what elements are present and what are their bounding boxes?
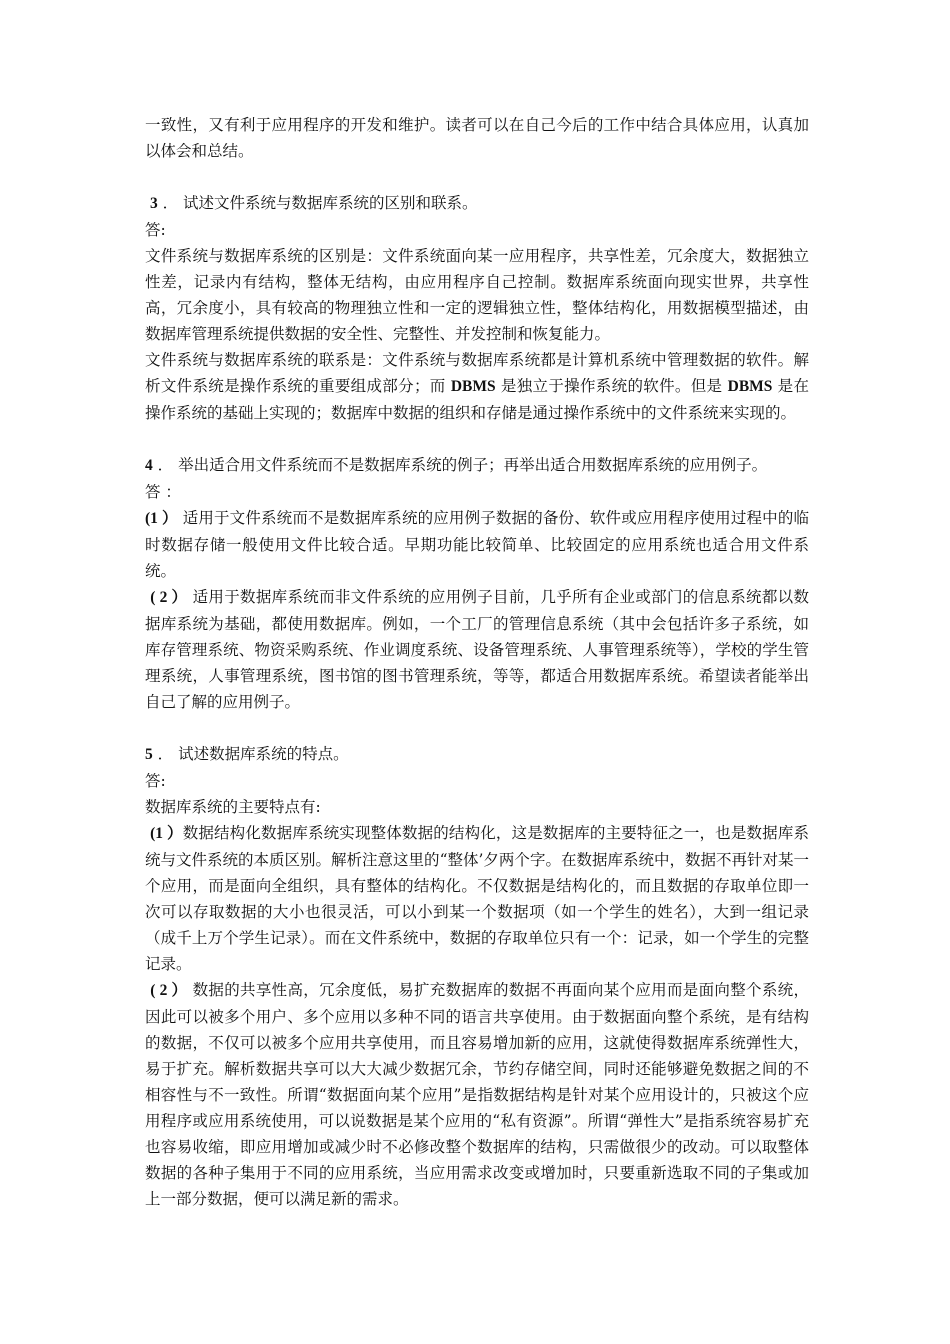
answer-lead: 数据库系统的主要特点有: — [145, 798, 321, 816]
spacer — [145, 426, 809, 452]
spacer — [145, 715, 809, 741]
question-text: 试述文件系统与数据库系统的区别和联系。 — [183, 194, 478, 212]
answer-item: ( 2 ） 数据的共享性高，冗余度低，易扩充数据库的数据不再面向某个应用而是面向整个系统，因此可以被多个用户、多个应用以多种不同的语言共享使用。由于数据面向整个系统，是有结构的数据，不仅可以被多个应用共享使用，而且容易增加新的应用，这就使得数据库系统弹性大，易于扩充。解析数据共享可以大大减少数据冗余，节约存储空间，同时还能够避免数据之间的不相容性与不一致性。所谓“数据面向某个应用”是指数据结构是针对某个应用设计的，只被这个应用程序或应用系统使用，可以说数据是某个应用的“私有资源”。所谓“弹性大”是指系统容易扩充也容易收缩，即应用增加或减少时不必修改整个数据库的结构，只需做很少的改动。可以取整体数据的各种子集用于不同的应用系统，当应用需求改变或增加时，只要重新选取不同的子集或加上一部分数据，便可以满足新的需求。 — [145, 981, 809, 1208]
question-3: 3 ． 试述文件系统与数据库系统的区别和联系。 — [149, 194, 478, 212]
answer-paragraph: 文件系统与数据库系统的区别是：文件系统面向某一应用程序，共享性差，冗余度大，数据独立性差，记录内有结构，整体无结构，由应用程序自己控制。数据库系统面向现实世界，共享性高，冗余度小，具有较高的物理独立性和一定的逻辑独立性，整体结构化，用数据模型描述，由数据库管理系统提供数据的安全性、完整性、并发控制和恢复能力。 — [145, 247, 809, 343]
document-body — [145, 112, 809, 1212]
answer-item: (1 ）数据结构化数据库系统实现整体数据的结构化，这是数据库的主要特征之一，也是数据库系统与文件系统的本质区别。解析注意这里的“整体’夕两个字。在数据库系统中，数据不再针对某一个应用，而是面向全组织，具有整体的结构化。不仅数据是结构化的，而且数据的存取单位即一次可以存取数据的大小也很灵活，可以小到某一个数据项（如一个学生的姓名），大到一组记录（成千上万个学生记录）。而在文件系统中，数据的存取单位只有一个：记录，如一个学生的完整记录。 — [145, 824, 809, 973]
answer-label: 答 ： — [145, 483, 181, 501]
answer-paragraph: 文件系统与数据库系统的联系是：文件系统与数据库系统都是计算机系统中管理数据的软件。解析文件系统是操作系统的重要组成部分；而 DBMS 是独立于操作系统的软件。但是 DBMS 是在操作系统的基础上实现的；数据库中数据的组织和存储是通过操作系统中的文件系统来实现的。 — [145, 351, 809, 422]
intro-paragraph: 一致性，又有利于应用程序的开发和维护。读者可以在自己今后的工作中结合具体应用，认真加以体会和总结。 — [145, 116, 809, 160]
answer-item: ( 2 ） 适用于数据库系统而非文件系统的应用例子目前，几乎所有企业或部门的信息系统都以数据库系统为基础，都使用数据库。例如，一个工厂的管理信息系统（其中会包括许多子系统，如库存管理系统、物资采购系统、作业调度系统、设备管理系统、人事管理系统等），学校的学生管理系统，人事管理系统，图书馆的图书管理系统，等等，都适合用数据库系统。希望读者能举出自己了解的应用例子。 — [145, 588, 809, 711]
question-text: 举出适合用文件系统而不是数据库系统的例子；再举出适合用数据库系统的应用例子。 — [178, 456, 768, 474]
answer-label: 答: — [145, 772, 166, 790]
question-number: 4 — [145, 457, 153, 474]
spacer — [145, 164, 809, 190]
question-number: 5 — [145, 746, 153, 763]
question-number: 3 — [149, 195, 158, 212]
question-text: 试述数据库系统的特点。 — [178, 745, 349, 763]
question-5: 5 ． 试述数据库系统的特点。 — [145, 745, 349, 763]
answer-label: 答: — [145, 221, 166, 239]
question-4: 4 ． 举出适合用文件系统而不是数据库系统的例子；再举出适合用数据库系统的应用例子。 — [145, 456, 768, 474]
answer-item: (1 ） 适用于文件系统而不是数据库系统的应用例子数据的备份、软件或应用程序使用过程中的临时数据存储一般使用文件比较合适。早期功能比较简单、比较固定的应用系统也适合用文件系统。 — [145, 509, 809, 580]
